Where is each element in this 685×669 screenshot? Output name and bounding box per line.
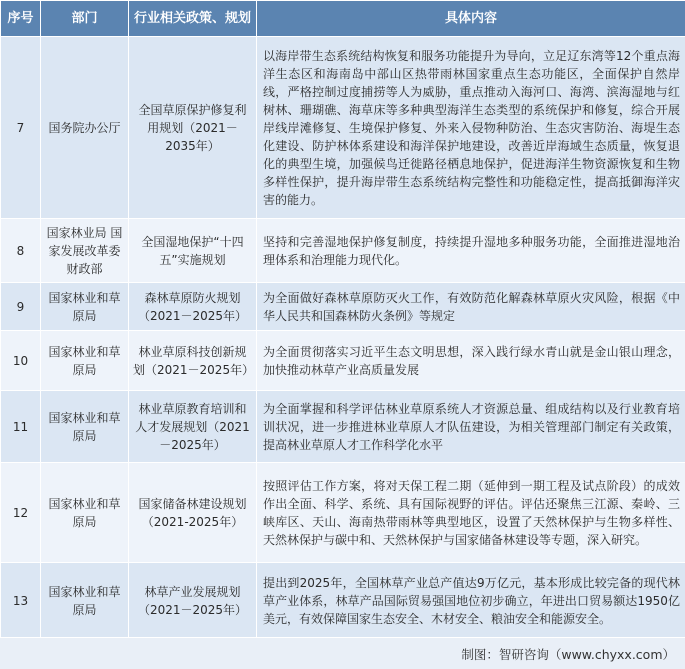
row-no: 7 [1, 37, 41, 219]
header-policy: 行业相关政策、规划 [129, 1, 257, 37]
row-dept: 国家林业和草原局 [41, 563, 129, 639]
source-credit: 制图：智研咨询（www.chyxx.com） [461, 645, 675, 663]
header-content: 具体内容 [257, 1, 685, 37]
row-no: 13 [1, 563, 41, 639]
row-no: 9 [1, 283, 41, 331]
header-dept: 部门 [41, 1, 129, 37]
row-no: 8 [1, 219, 41, 283]
row-policy: 全国湿地保护“十四五”实施规划 [129, 219, 257, 283]
table-row [1, 563, 685, 639]
row-no: 12 [1, 463, 41, 563]
row-dept: 国家林业和草原局 [41, 331, 129, 391]
row-dept: 国家林业和草原局 [41, 391, 129, 463]
row-policy: 林草产业发展规划（2021－2025年） [129, 563, 257, 639]
table-row [1, 37, 685, 219]
table-row [1, 391, 685, 463]
row-content: 为全面做好森林草原防灭火工作，有效防范化解森林草原火灾风险，根据《中华人民共和国森林防火条例》等规定 [257, 283, 685, 331]
row-content: 为全面贯彻落实习近平生态文明思想，深入践行绿水青山就是金山银山理念，加快推动林草产业高质量发展 [257, 331, 685, 391]
table-header-row [1, 1, 685, 37]
row-policy: 林业草原科技创新规划（2021－2025年） [129, 331, 257, 391]
row-content: 为全面掌握和科学评估林业草原系统人才资源总量、组成结构以及行业教育培训状况，进一步推进林业草原人才队伍建设，为相关管理部门制定有关政策，提高林业草原人才工作科学化水平 [257, 391, 685, 463]
table-row [1, 331, 685, 391]
row-content: 以海岸带生态系统结构恢复和服务功能提升为导向，立足辽东湾等12个重点海洋生态区和海南岛中部山区热带雨林国家重点生态功能区，全面保护自然岸线，严格控制过度捕捞等人为威胁，重点推动入海河口、海湾、滨海湿地与红树林、珊瑚礁、海草床等多种典型海洋生态类型的系统保护和修复，综合开展岸线岸滩修复、生境保护修复、外来入侵物种防治、生态灾害防治、海堤生态化建设、防护林体系建设和海洋保护地建设，改善近岸海域生态质量，恢复退化的典型生境，加强候鸟迁徙路径栖息地保护，促进海洋生物资源恢复和生物多样性保护，提升海岸带生态系统结构完整性和功能稳定性，提高抵御海洋灾害的能力。 [257, 37, 685, 219]
row-content: 按照评估工作方案，将对天保工程二期（延伸到一期工程及试点阶段）的成效作出全面、科学、系统、具有国际视野的评估。评估还聚焦三江源、秦岭、三峡库区、天山、海南热带雨林等典型地区，设置了天然林保护与生物多样性、天然林保护与碳中和、天然林保护与国家储备林建设等专题，深入研究。 [257, 463, 685, 563]
row-policy: 林业草原教育培训和人才发展规划（2021－2025年） [129, 391, 257, 463]
row-no: 11 [1, 391, 41, 463]
row-dept: 国务院办公厅 [41, 37, 129, 219]
row-dept: 国家林业和草原局 [41, 463, 129, 563]
table-row [1, 283, 685, 331]
row-no: 10 [1, 331, 41, 391]
row-policy: 森林草原防火规划（2021－2025年） [129, 283, 257, 331]
row-policy: 全国草原保护修复利用规划（2021－2035年） [129, 37, 257, 219]
table-row [1, 463, 685, 563]
header-no: 序号 [1, 1, 41, 37]
table-row [1, 219, 685, 283]
row-policy: 国家储备林建设规划（2021-2025年） [129, 463, 257, 563]
row-dept: 国家林业局 国家发展改革委 财政部 [41, 219, 129, 283]
row-content: 提出到2025年，全国林草产业总产值达9万亿元，基本形成比较完备的现代林草产业体系，林草产品国际贸易强国地位初步确立，年进出口贸易额达1950亿美元，有效保障国家生态安全、木材安全、粮油安全和能源安全。 [257, 563, 685, 639]
row-content: 坚持和完善湿地保护修复制度，持续提升湿地多种服务功能，全面推进湿地治理体系和治理能力现代化。 [257, 219, 685, 283]
row-dept: 国家林业和草原局 [41, 283, 129, 331]
source-footer [0, 637, 685, 669]
